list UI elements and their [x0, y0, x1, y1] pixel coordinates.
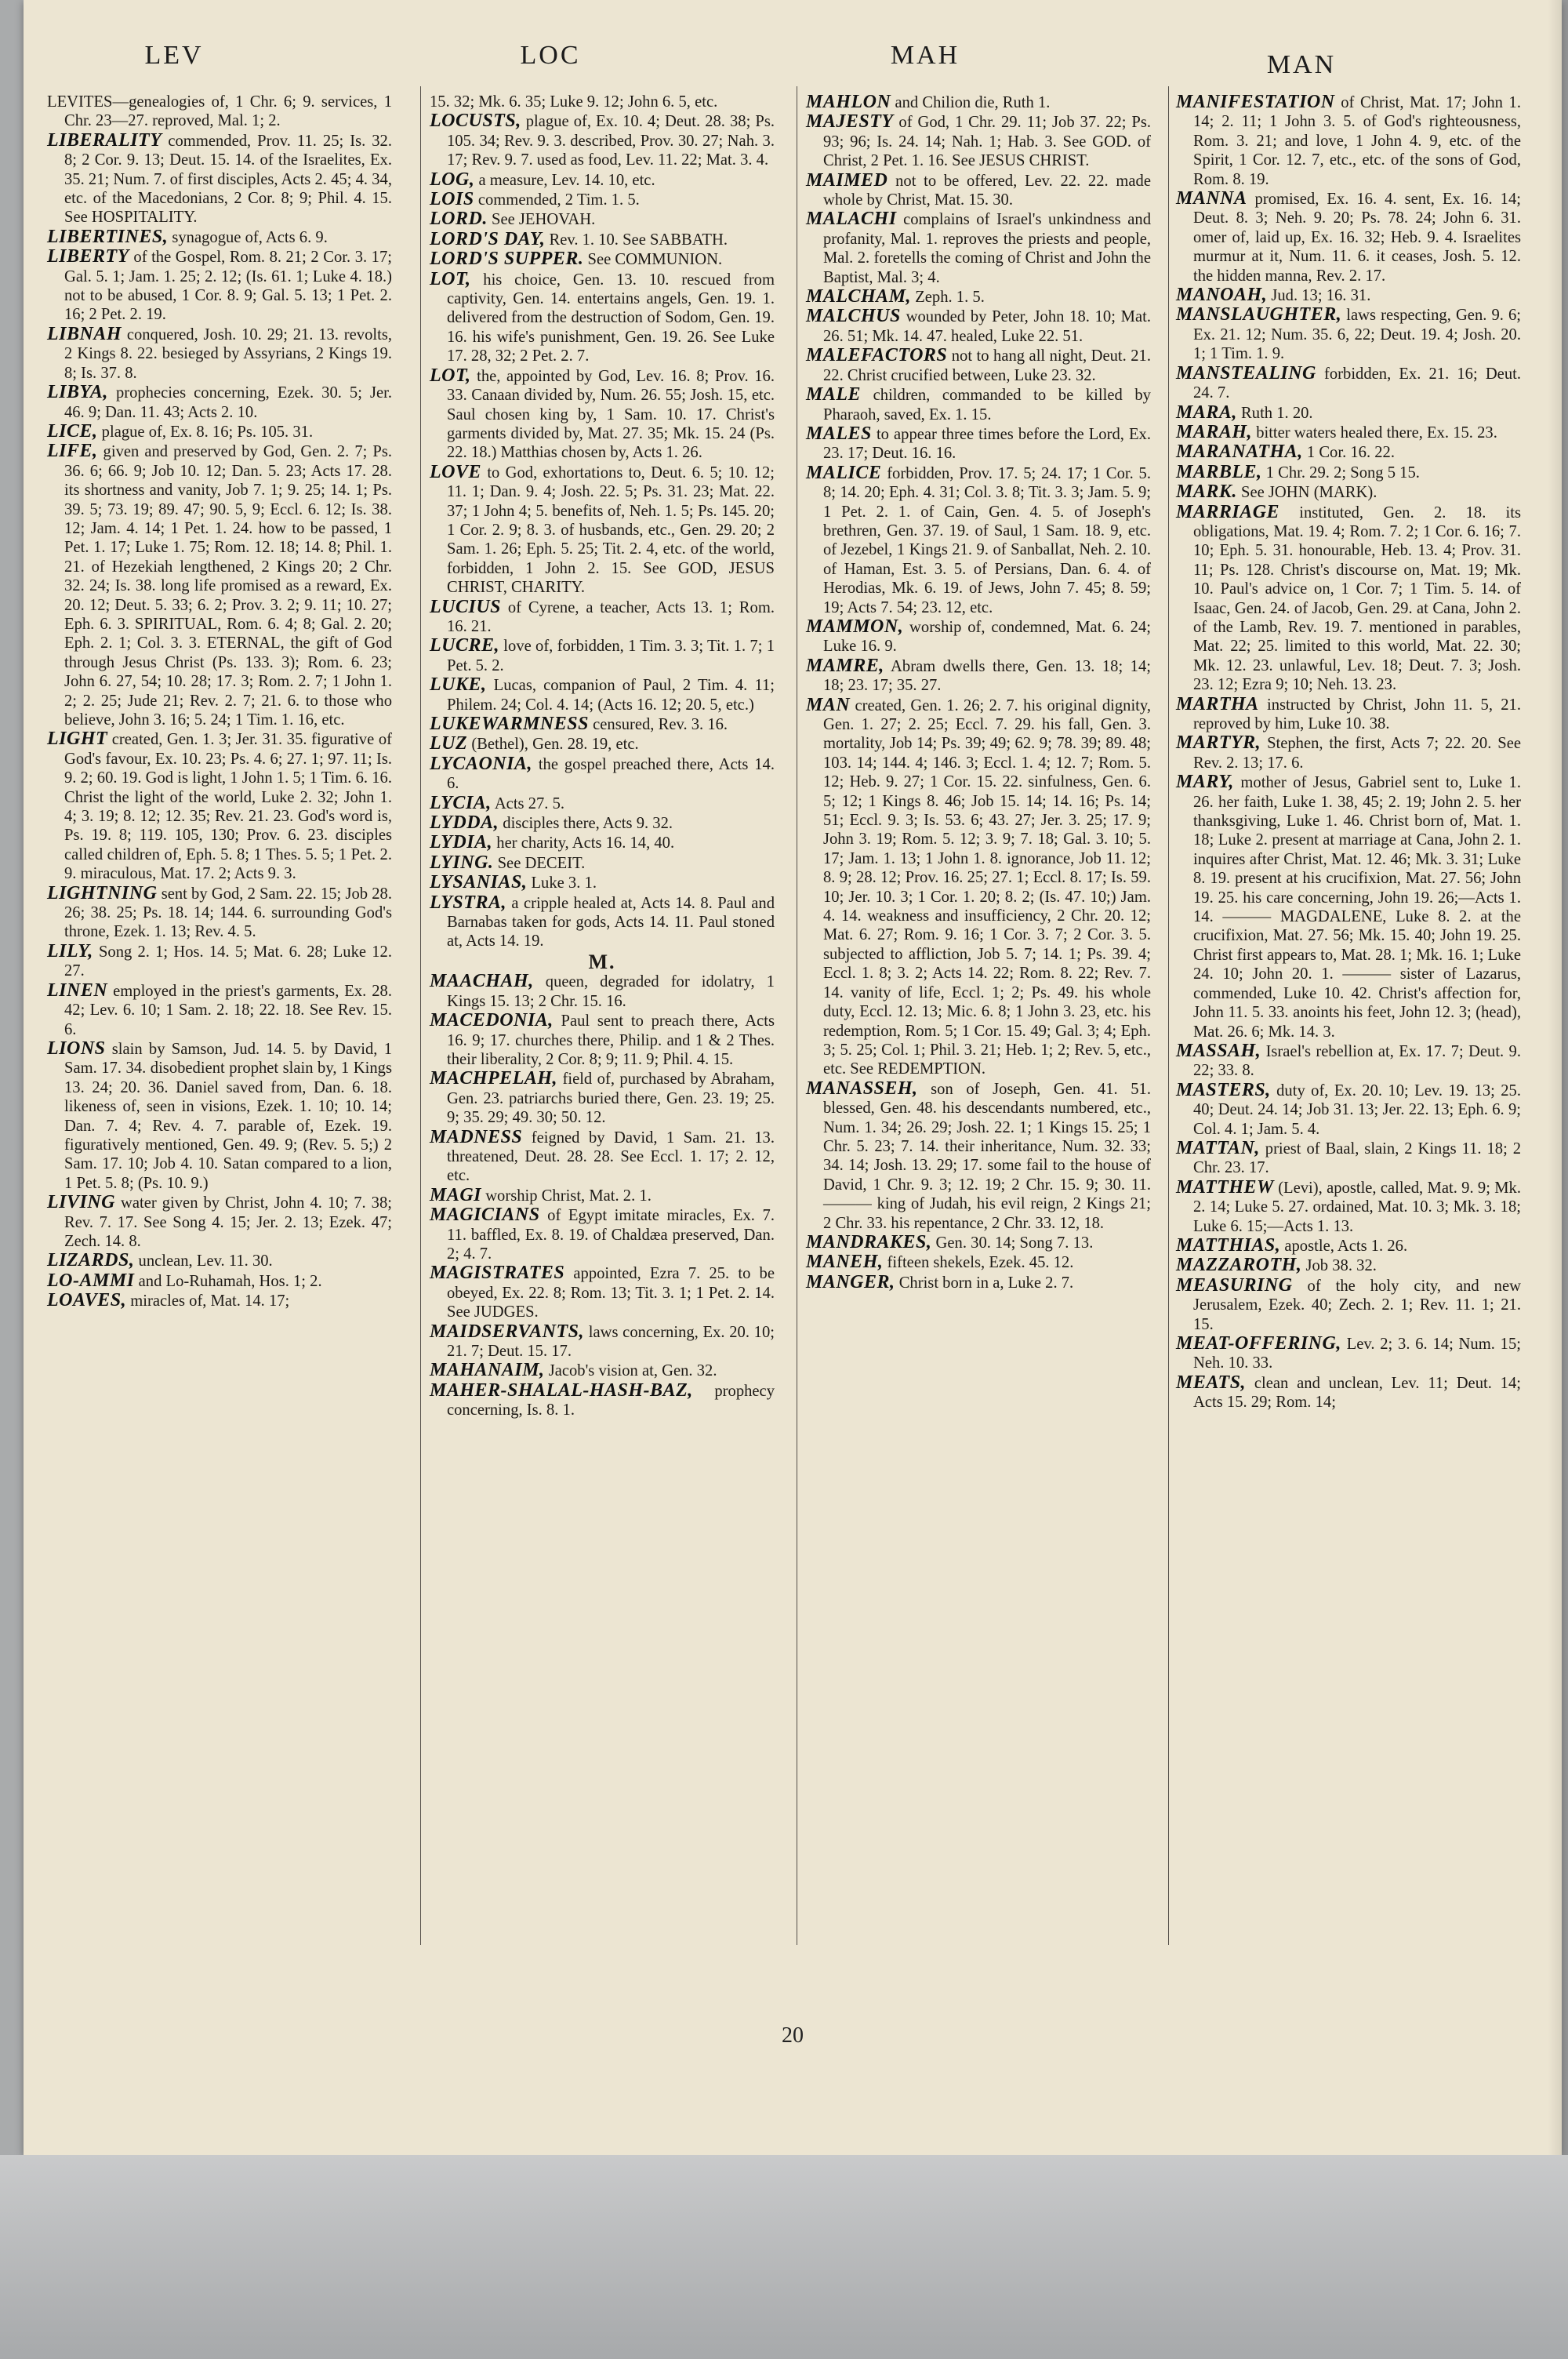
index-entry: [47, 325, 392, 383]
entry-headword: MAJESTY: [806, 111, 894, 133]
entry-references: commended, Prov. 11. 25; Is. 32. 8; 2 Cor. 9. 13; Deut. 15. 14. of the Israelites, Ex. 35. 21; Num. 7. of first disciples, Acts 2. 45; 4. 34, etc. of the Macedonians, 2 Cor. 8; 9; Phil. 4. 15. See HOSPITALITY.: [64, 132, 392, 227]
entry-references: complains of Israel's unkindness and profanity, Mal. 1. reproves the priests and people, Mal. 2. foretells the coming of Christ and John the Baptist, Mal. 3; 4.: [823, 211, 1151, 286]
entry-headword: MARRIAGE: [1176, 501, 1280, 522]
entry-references: Jacob's vision at, Gen. 32.: [548, 1362, 717, 1380]
entry-references: (Bethel), Gen. 28. 19, etc.: [471, 736, 639, 754]
entry-references: plague of, Ex. 10. 4; Deut. 28. 38; Ps. 105. 34; Rev. 9. 3. described, Prov. 30. 27; Nah. 3. 17; Rev. 9. 7. used as food, Lev. 11. 22; Mat. 3. 4.: [447, 113, 775, 169]
entry-headword: LOT,: [430, 365, 471, 386]
index-entry: [47, 442, 392, 729]
entry-references: slain by Samson, Jud. 14. 5. by David, 1 Sam. 17. 34. disobedient prophet slain by, 1 Kings 13. 24; 20. 36. Daniel saved from, Dan. 6. 18. likeness of, seen in visions, Ezek. 1. 10; 10. 14; Dan. 7. 4; Rev. 4. 7. parable of, Ezek. 19. figuratively mentioned, Gen. 49. 9; (Rev. 5. 5;) 2 Sam. 17. 10; Job 4. 10. Satan compared to a lion, 1 Pet. 5. 8; (Ps. 10. 9.): [64, 1040, 392, 1192]
entry-references: fifteen shekels, Ezek. 45. 12.: [887, 1254, 1074, 1272]
index-entry: [806, 287, 1151, 307]
index-entry: [430, 1186, 775, 1205]
index-entry: [1176, 772, 1521, 1041]
entry-headword: MARTYR,: [1176, 732, 1261, 754]
index-entry: [47, 1251, 392, 1270]
index-entry: [47, 1271, 392, 1291]
entry-references: of the Gospel, Rom. 8. 21; 2 Cor. 3. 17; Gal. 5. 1; Jam. 1. 25; 2. 12; (Is. 61. 1; Luke 4. 18.) not to be abused, 1 Cor. 8. 9; Gal. 5. 13; 1 Pet. 2. 16; 2 Pet. 2. 19.: [64, 249, 392, 324]
entry-headword: LIGHT: [47, 729, 108, 750]
index-entry: [806, 696, 1151, 1079]
index-entry: [47, 227, 392, 247]
entry-headword: MANSTEALING: [1176, 362, 1316, 383]
entry-references: Israel's rebellion at, Ex. 17. 7; Deut. 9. 22; 33. 8.: [1193, 1042, 1521, 1080]
index-entry: [47, 131, 392, 227]
entry-references: (Levi), apostle, called, Mat. 9. 9; Mk. 2. 14; Luke 5. 27. ordained, Mat. 10. 3; Mk. 3. 18; Luke 6. 15;—Acts 1. 13.: [1193, 1179, 1522, 1235]
index-entry: [1176, 463, 1521, 482]
entry-references: Paul sent to preach there, Acts 16. 9; 17. churches there, Philip. and 1 & 2 Thes. their liberality, 2 Cor. 8; 9; 11. 9; Phil. 4. 15.: [447, 1012, 775, 1068]
index-entry: [806, 307, 1151, 346]
entry-headword: LOVE: [430, 461, 482, 482]
entry-references: See JEHOVAH.: [492, 211, 596, 229]
entry-headword: MALEFACTORS: [806, 345, 948, 366]
index-entry: [1176, 1041, 1521, 1081]
index-entry: [430, 893, 775, 951]
entry-headword: LIGHTNING: [47, 882, 158, 903]
entry-headword: MARTHA: [1176, 693, 1259, 714]
entry-references: a measure, Lev. 14. 10, etc.: [478, 171, 655, 189]
index-entry: [47, 93, 392, 131]
entry-references: See COMMUNION.: [587, 251, 723, 269]
entry-headword: MANEH,: [806, 1252, 884, 1273]
entry-headword: MAIMED: [806, 169, 888, 191]
entry-headword: MEATS,: [1176, 1372, 1247, 1393]
index-entry: [1176, 1236, 1521, 1256]
entry-headword: MADNESS: [430, 1126, 523, 1147]
entry-references: Gen. 30. 14; Song 7. 13.: [935, 1234, 1094, 1252]
page-edge-shadow: [1548, 0, 1568, 2155]
index-entry: [430, 170, 775, 190]
entry-references: Stephen, the first, Acts 7; 22. 20. See Rev. 2. 13; 17. 6.: [1193, 735, 1521, 772]
entry-references: instructed by Christ, John 11. 5, 21. reproved by him, Luke 10. 38.: [1193, 696, 1521, 732]
index-entry: [1176, 1178, 1521, 1236]
entry-references: his choice, Gen. 13. 10. rescued from captivity, Gen. 14. entertains angels, Gen. 19. 1. delivered from the destruction of Sodom, Gen. 19. 16. his wife's punishment, Gen. 19. 26. See Luke 17. 28, 32; 2 Pet. 2. 7.: [447, 271, 775, 365]
entry-headword: MAGICIANS: [430, 1205, 540, 1226]
entry-headword: LUKEWARMNESS: [430, 714, 589, 734]
index-entry: [430, 93, 775, 111]
entry-headword: MATTAN,: [1176, 1137, 1260, 1158]
index-entry: [47, 247, 392, 325]
index-entry: [806, 1273, 1151, 1292]
index-entry: [430, 1011, 775, 1069]
index-entry: [430, 972, 775, 1011]
entry-headword: LORD.: [430, 209, 488, 230]
entry-headword: MANOAH,: [1176, 285, 1268, 306]
index-entry: [1176, 189, 1521, 285]
entry-headword: LOT,: [430, 268, 471, 289]
entry-references: given and preserved by God, Gen. 2. 7; Ps. 36. 6; 66. 9; Job 10. 12; Dan. 5. 23; Acts 17. 28. its shortness and vanity, Job 7. 1; 9. 25; 14. 1; Ps. 39. 5; 73. 19; 89. 47; 90. 5, 9; Eccl. 6. 12; Is. 38. 12; Jam. 4. 14; 1 Pet. 1. 24. how to be passed, 1 Pet. 1. 17; Luke 1. 75; Rom. 12. 18; 14. 8; Phil. 1. 21. of Hezekiah lengthened, 2 Kings 20; 2 Chr. 32. 24; Is. 38. long life promised as a reward, Ex. 20. 12; Deut. 5. 33; 6. 2; Prov. 3. 2; 9. 11; 10. 27; Eph. 6. 3. SPIRITUAL, Rom. 6. 4; 8; Gal. 2. 20; Eph. 2. 1; Col. 3. 3. ETERNAL, the gift of God through Jesus Christ (Ps. 133. 3); Rom. 6. 23; John 6. 27, 54; 10. 28; 17. 3; Rom. 2. 7; 1 John 1. 2; 2. 25; Jude 21; Rev. 2. 7; 21. 6. to those who believe, John 3. 16; 5. 24; 1 Tim. 1. 16, etc.: [64, 443, 392, 729]
entry-references: duty of, Ex. 20. 10; Lev. 19. 13; 25. 40; Deut. 24. 14; Job 31. 13; Jer. 22. 13; Eph. 6. 9; Col. 4. 1; Jam. 5. 4.: [1193, 1081, 1521, 1138]
entry-references: children, commanded to be killed by Pharaoh, saved, Ex. 1. 15.: [823, 387, 1151, 423]
index-entry: [430, 1069, 775, 1127]
entry-headword: MAZZAROTH,: [1176, 1255, 1302, 1276]
entry-references: Lev. 2; 3. 6. 14; Num. 15; Neh. 10. 33.: [1193, 1336, 1521, 1372]
entry-references: forbidden, Ex. 21. 16; Deut. 24. 7.: [1193, 365, 1521, 402]
entry-references: Acts 27. 5.: [494, 794, 565, 812]
entry-headword: MALES: [806, 423, 872, 444]
entry-headword: MARAH,: [1176, 421, 1253, 442]
entry-headword: MAGISTRATES: [430, 1263, 565, 1284]
entry-headword: LO-AMMI: [47, 1270, 135, 1291]
entry-headword: MANNA: [1176, 188, 1247, 209]
entry-references: her charity, Acts 16. 14, 40.: [496, 834, 675, 852]
entry-references: Rev. 1. 10. See SABBATH.: [549, 231, 728, 249]
entry-references: forbidden, Prov. 17. 5; 24. 17; 1 Cor. 5. 8; 14. 20; Eph. 4. 31; Col. 3. 8; Tit. 3. 3; Jam. 5. 9; 1 Pet. 2. 1. of Cain, Gen. 4. 5. of Joseph's brethren, Gen. 37. 19. of Saul, 1 Sam. 18. 9, etc. of Jezebel, 1 Kings 21. 9. of Sanballat, Neh. 2. 10. of Haman, Est. 3. 5. of Persians, Dan. 6. 4. of Herodias, Mk. 6. 19. of Jews, John 7. 45; 8. 59; 19; Acts 7. 54; 23. 12, etc.: [823, 464, 1152, 616]
entry-headword: MAHLON: [806, 92, 891, 112]
entry-references: conquered, Josh. 10. 29; 21. 13. revolts, 2 Kings 8. 22. besieged by Assyrians, 2 Kings 19. 8; Is. 37. 8.: [64, 325, 392, 382]
entry-references: laws respecting, Gen. 9. 6; Ex. 21. 12; Num. 35. 6, 22; Deut. 19. 4; Josh. 20. 1; 1 Tim. 1. 9.: [1193, 307, 1521, 363]
entry-headword: MAMRE,: [806, 655, 884, 676]
entry-headword: LORD'S SUPPER.: [430, 249, 584, 270]
entry-headword: MAGI: [430, 1184, 482, 1205]
entry-references: instituted, Gen. 2. 18. its obligations, Mat. 19. 4; Rom. 7. 2; 1 Cor. 6. 16; 7. 10; Eph. 5. 31. honourable, Heb. 13. 4; Prov. 31. 11; Ps. 128. Christ's discourse on, Mat. 19; Mk. 10. Paul's advice on, 1 Cor. 7; 1 Tim. 5. 14. of Isaac, Gen. 24. of Jacob, Gen. 29. at Cana, John 2. of the Lamb, Rev. 19. 7. mentioned in parables, Mat. 22; 25. limited to this world, Mat. 22. 30; Mk. 12. 23. unlawful, Lev. 18; Deut. 7. 3; Josh. 23. 12; Ezra 9; 10; Neh. 13. 23.: [1193, 503, 1522, 694]
entry-headword: LIBYA,: [47, 382, 108, 403]
column-3: [806, 93, 1151, 1292]
entry-headword: MATTHEW: [1176, 1176, 1274, 1198]
index-entry: [47, 1291, 392, 1310]
entry-references: of Cyrene, a teacher, Acts 13. 1; Rom. 16. 21.: [447, 598, 775, 635]
entry-references: prophecies concerning, Ezek. 30. 5; Jer. 46. 9; Dan. 11. 43; Acts 2. 10.: [64, 384, 392, 421]
entry-references: mother of Jesus, Gabriel sent to, Luke 1. 26. her faith, Luke 1. 38, 45; 2. 19; John 2. 5. her thanksgiving, Luke 1. 46. Christ born of, Mat. 1. 18; Luke 2. present at marriage at Cana, John 2. 1. inquires after Christ, Mat. 12. 46; Mk. 3. 31; Luke 8. 19. present at his crucifixion, Mat. 27. 56; John 19. 25. his care concerning, John 19. 26;—Acts 1. 14. ——— MAGDALENE, Luke 8. 2. at the crucifixion, Mat. 27. 56; Mk. 15. 40; John 19. 25. Christ first appears to, Mat. 28. 1; Mk. 16. 1; Luke 24. 10; John 20. 1. ——— sister of Lazarus, commended, Luke 10. 42. Christ's affection for, John 11. 5. 33. anoints his feet, John 12. 3; (head), Mat. 26. 6; Mk. 14. 3.: [1193, 774, 1521, 1041]
entry-references: Zeph. 1. 5.: [915, 289, 985, 307]
index-entry: [806, 112, 1151, 170]
entry-headword: MAACHAH,: [430, 971, 534, 992]
entry-headword: LYDIA,: [430, 832, 493, 853]
entry-references: Ruth 1. 20.: [1241, 404, 1313, 422]
entry-references: 15. 32; Mk. 6. 35; Luke 9. 12; John 6. 5, etc.: [430, 93, 718, 111]
index-entry: [430, 675, 775, 714]
entry-references: employed in the priest's garments, Ex. 28. 42; Lev. 6. 10; 1 Sam. 2. 18; 22. 18. See Rev. 15. 6.: [64, 982, 392, 1038]
entry-headword: LYING.: [430, 852, 494, 873]
entry-references: censured, Rev. 3. 16.: [593, 716, 728, 733]
entry-headword: LUZ: [430, 733, 468, 754]
index-entry: [806, 209, 1151, 287]
index-entry: [430, 190, 775, 209]
index-entry: [430, 813, 775, 833]
index-entry: [806, 93, 1151, 112]
index-entry: [430, 714, 775, 734]
entry-headword: MALE: [806, 384, 862, 405]
entry-references: love of, forbidden, 1 Tim. 3. 3; Tit. 1. 7; 1 Pet. 5. 2.: [447, 638, 775, 674]
index-entry: [806, 171, 1151, 210]
entry-references: 1 Chr. 29. 2; Song 5 15.: [1265, 463, 1420, 482]
entry-headword: MARBLE,: [1176, 461, 1262, 482]
entry-headword: LIZARDS,: [47, 1250, 135, 1271]
entry-headword: LYCAONIA,: [430, 753, 532, 774]
index-entry: [1176, 1276, 1521, 1334]
entry-headword: MANGER,: [806, 1271, 895, 1292]
entry-headword: MEASURING: [1176, 1274, 1293, 1296]
entry-headword: LORD'S DAY,: [430, 228, 546, 249]
index-entry: [47, 981, 392, 1039]
index-entry: [806, 1079, 1151, 1233]
index-entry: [430, 853, 775, 873]
index-entry: [806, 385, 1151, 424]
entry-headword: MAHANAIM,: [430, 1360, 545, 1381]
entry-headword: MARK.: [1176, 482, 1237, 503]
running-head-1: LEV: [144, 41, 204, 70]
entry-headword: MASSAH,: [1176, 1040, 1261, 1061]
index-entry: [1176, 93, 1521, 189]
entry-references: promised, Ex. 16. 4. sent, Ex. 16. 14; Deut. 8. 3; Neh. 9. 20; Ps. 78. 24; John 6. 31. omer of, laid up, Ex. 16. 32; Heb. 9. 4. Israelites murmur at it, Num. 11. 6. it ceases, Josh. 5. 12. the hidden manna, Rev. 2. 17.: [1193, 191, 1521, 285]
entry-references: of Egypt imitate miracles, Ex. 7. 11. baffled, Ex. 8. 19. of Chaldæa preserved, Dan. 2; 4. 7.: [447, 1207, 775, 1263]
entry-references: queen, degraded for idolatry, 1 Kings 15. 13; 2 Chr. 15. 16.: [447, 973, 775, 1010]
entry-references: priest of Baal, slain, 2 Kings 11. 18; 2 Chr. 23. 17.: [1193, 1140, 1521, 1177]
entry-headword: LOAVES,: [47, 1290, 127, 1311]
entry-headword: LIFE,: [47, 441, 98, 462]
entry-references: of Christ, Mat. 17; John 1. 14; 2. 11; 1 John 3. 5. of God's righteousness, Rom. 3. 21; and love, 1 John 4. 9, etc. of the Spirit, 1 Cor. 12. 7, etc., etc. of the sons of God, Rom. 8. 19.: [1193, 94, 1521, 188]
entry-headword: MALCHAM,: [806, 286, 912, 307]
entry-headword: LIBNAH: [47, 323, 122, 344]
entry-references: Job 38. 32.: [1305, 1257, 1377, 1275]
index-entry: [1176, 1081, 1521, 1139]
index-entry: [430, 1205, 775, 1263]
index-entry: [806, 1233, 1151, 1252]
entry-headword: MANIFESTATION: [1176, 92, 1335, 112]
index-entry: [806, 463, 1151, 617]
index-entry: [47, 1193, 392, 1251]
index-entry: [47, 1039, 392, 1193]
running-head-4: MAN: [1266, 50, 1337, 79]
entry-headword: LUKE,: [430, 674, 487, 696]
entry-references: and Chilion die, Ruth 1.: [895, 94, 1051, 111]
entry-headword: LIVING: [47, 1192, 116, 1213]
entry-references: to appear three times before the Lord, Ex. 23. 17; Deut. 16. 16.: [823, 425, 1151, 463]
index-entry: [430, 794, 775, 813]
index-entry: [806, 1252, 1151, 1272]
entry-references: wounded by Peter, John 18. 10; Mat. 26. 51; Mk. 14. 47. healed, Luke 22. 51.: [823, 308, 1151, 345]
index-entry: [430, 366, 775, 463]
entry-references: disciples there, Acts 9. 32.: [503, 815, 673, 833]
entry-references: of God, 1 Chr. 29. 11; Job 37. 22; Ps. 93; 96; Is. 24. 14; Nah. 1; Hab. 3. See GOD. of Christ, 2 Pet. 1. 16. See JESUS CHRIST.: [823, 114, 1151, 170]
entry-references: bitter waters healed there, Ex. 15. 23.: [1256, 423, 1497, 442]
index-entry: [1176, 423, 1521, 442]
entry-references: apostle, Acts 1. 26.: [1284, 1237, 1408, 1255]
entry-references: and Lo-Ruhamah, Hos. 1; 2.: [138, 1272, 322, 1290]
index-entry: [1176, 285, 1521, 305]
index-entry: [806, 346, 1151, 385]
entry-references: not to be offered, Lev. 22. 22. made whole by Christ, Mat. 15. 30.: [823, 172, 1151, 209]
column-divider: [1168, 86, 1169, 1945]
index-entry: [430, 270, 775, 366]
running-heads: [24, 41, 1562, 80]
index-entry: [430, 1361, 775, 1380]
entry-headword: MAMMON,: [806, 616, 904, 637]
entry-references: Jud. 13; 16. 31.: [1271, 287, 1371, 305]
running-head-3: MAH: [890, 41, 960, 70]
entry-headword: MAN: [806, 694, 851, 715]
entry-headword: LILY,: [47, 940, 93, 961]
entry-headword: MALCHUS: [806, 306, 901, 327]
index-entry: [1176, 733, 1521, 772]
running-head-2: LOC: [520, 41, 581, 70]
entry-headword: LUCRE,: [430, 635, 500, 656]
entry-references: the gospel preached there, Acts 14. 6.: [447, 755, 775, 793]
index-entry: [1176, 1139, 1521, 1178]
entry-headword: MANASSEH,: [806, 1078, 918, 1099]
entry-headword: MANSLAUGHTER,: [1176, 304, 1342, 325]
entry-headword: LIBERTY: [47, 246, 129, 267]
index-entry: [47, 884, 392, 942]
index-entry: [1176, 1334, 1521, 1373]
entry-references: to God, exhortations to, Deut. 6. 5; 10. 12; 11. 1; Dan. 9. 4; Josh. 22. 5; Ps. 31. 23; Mat. 22. 37; 1 John 4; 5. benefits of, Neh. 1. 5; Ps. 145. 20; 1 Cor. 2. 9; 8. 3. of husbands, etc., Gen. 29. 20; 2 Sam. 1. 26; Eph. 5. 25; Tit. 2. 4, etc. of the world, forbidden, 1 John 2. 15. See GOD, JESUS CHRIST, CHARITY.: [447, 463, 775, 597]
entry-headword: MALACHI: [806, 209, 897, 230]
entry-references: prophecy concerning, Is. 8. 1.: [447, 1382, 775, 1419]
index-entry: [430, 111, 775, 169]
entry-headword: MARY,: [1176, 772, 1234, 793]
index-entry: [806, 424, 1151, 463]
column-4: [1176, 93, 1521, 1412]
column-2: [430, 93, 775, 1420]
index-entry: [430, 1263, 775, 1321]
index-entry: [47, 383, 392, 422]
index-entry: [1176, 305, 1521, 363]
index-entry: [1176, 442, 1521, 462]
entry-references: worship of, condemned, Mat. 6. 24; Luke 16. 9.: [823, 618, 1151, 656]
index-entry: [1176, 1256, 1521, 1275]
entry-references: water given by Christ, John 4. 10; 7. 38; Rev. 7. 17. See Song 4. 15; Jer. 2. 13; Ezek. 47; Zech. 14. 8.: [64, 1194, 392, 1250]
entry-references: plague of, Ex. 8. 16; Ps. 105. 31.: [101, 423, 314, 441]
column-divider: [420, 86, 421, 1945]
entry-references: sent by God, 2 Sam. 22. 15; Job 28. 26; 38. 25; Ps. 18. 14; 144. 6. surrounding God's throne, Ezek. 1. 13; Rev. 4. 5.: [64, 885, 392, 941]
entry-references: Lucas, companion of Paul, 2 Tim. 4. 11; Philem. 24; Col. 4. 14; (Acts 16. 12; 20. 5, etc.): [447, 677, 775, 714]
index-entry: [806, 656, 1151, 696]
entry-headword: LYDDA,: [430, 812, 499, 834]
entry-headword: LINEN: [47, 980, 108, 1001]
entry-references: commended, 2 Tim. 1. 5.: [477, 191, 640, 209]
entry-references: the, appointed by God, Lev. 16. 8; Prov. 16. 33. Canaan divided by, Num. 26. 55; Josh. 15, etc. Saul chosen king by, 1 Sam. 10. 17. Christ's garments divided by, Mat. 27. 35; Mk. 15. 24 (Ps. 22. 18.) Matthias chosen by, Acts 1. 26.: [447, 367, 775, 462]
entry-references: 1 Cor. 16. 22.: [1306, 444, 1396, 462]
entry-headword: MEAT-OFFERING,: [1176, 1333, 1341, 1354]
entry-headword: MACEDONIA,: [430, 1010, 554, 1031]
entry-headword: MANDRAKES,: [806, 1231, 932, 1252]
index-entry: [430, 734, 775, 754]
entry-references: created, Gen. 1. 26; 2. 7. his original dignity, Gen. 1. 27; 2. 25; Eccl. 7. 29. his fall, Gen. 3. mortality, Job 14; Ps. 39; 49; 62. 9; 78. 39; 89. 48; 103. 14; 144. 4; 146. 3; Eccl. 1. 4; 12. 7; Rom. 5. 12; Heb. 9. 27; 1 Cor. 15. 22. sinfulness, Gen. 6. 5; 12; 1 Kings 8. 46; Job 15. 14; 14. 16; Ps. 14; 51; Eccl. 9. 3; Is. 53. 6; 43. 27; Jer. 3. 25; 17. 9; John 3. 19; Rom. 5. 12; 3. 9; 7. 18; Gal. 3. 10; 5. 17; Jam. 1. 13; 1 John 1. 8. ignorance, Job 11. 12; 8. 9; 28. 12; Prov. 16. 25; 27. 1; Eccl. 8. 17; Is. 59. 10; Jer. 10. 3; 1 Cor. 1. 20; 8. 2; (Is. 47. 10;) Jam. 4. 14. weakness and insufficiency, 2 Chr. 20. 12; Mat. 6. 27; Rom. 9. 16; 1 Cor. 3. 7; 2 Cor. 3. 5. subjected to affliction, Job 5. 7; 14. 1; Ps. 39. 4; Eccl. 1. 8; 3. 2; Acts 14. 22; Rom. 8. 22; Rev. 7. 14. vanity of life, Eccl. 1; 2; Ps. 49. his whole duty, Eccl. 12. 13; Mic. 6. 8; 1 John 3. 23, etc. his redemption, Rom. 5; 1 Cor. 15. 49; Gal. 3; 4; Eph. 3; 5. 25; Col. 1; Phil. 3. 21; Heb. 1; 2; Rev. 5, etc., etc. See REDEMPTION.: [823, 696, 1151, 1078]
entry-headword: MASTERS,: [1176, 1079, 1271, 1100]
entry-references: of the holy city, and new Jerusalem, Ezek. 40; Zech. 2. 1; Rev. 11. 1; 21. 15.: [1193, 1277, 1521, 1333]
index-entry: [430, 873, 775, 892]
index-entry: [430, 249, 775, 269]
entry-headword: MATTHIAS,: [1176, 1234, 1281, 1256]
entry-references: a cripple healed at, Acts 14. 8. Paul and Barnabas taken for gods, Acts 14. 11. Paul stoned at, Acts 14. 19.: [447, 894, 775, 951]
entry-references: worship Christ, Mat. 2. 1.: [485, 1187, 652, 1205]
entry-references: created, Gen. 1. 3; Jer. 31. 35. figurative of God's favour, Ex. 10. 23; Ps. 4. 6; 27. 1; 97. 11; Is. 9. 2; 60. 19. God is light, 1 John 1. 5; 1 Tim. 6. 16. Christ the light of the world, Luke 2. 32; John 1. 4; 3. 19; 8. 12; 12. 35; Rev. 21. 23. God's word is, Ps. 19. 8; 119. 105, 130; Prov. 6. 23. disciples called children of, Eph. 5. 8; 1 Thes. 5. 5; 1 Pet. 2. 9. miraculous, Mat. 17. 2; Acts 9. 3.: [64, 731, 392, 883]
index-entry: [1176, 1373, 1521, 1412]
entry-headword: LYSTRA,: [430, 892, 506, 913]
index-entry: [47, 422, 392, 442]
entry-references: Song 2. 1; Hos. 14. 5; Mat. 6. 28; Luke 12. 27.: [64, 943, 392, 980]
entry-headword: LOCUSTS,: [430, 111, 521, 132]
entry-headword: LICE,: [47, 420, 98, 442]
entry-headword: LIBERALITY: [47, 129, 162, 151]
entry-headword: LOIS: [430, 189, 474, 210]
entry-headword: MARA,: [1176, 402, 1237, 423]
index-entry: [1176, 482, 1521, 502]
entry-headword: LOG,: [430, 169, 475, 190]
background-surface: [0, 2155, 1568, 2359]
entry-headword: LYSANIAS,: [430, 872, 528, 893]
index-entry: [430, 1322, 775, 1361]
entry-headword: LIONS: [47, 1038, 106, 1059]
entry-references: field of, purchased by Abraham, Gen. 23. patriarchs buried there, Gen. 23. 19; 25. 9; 35. 29; 49. 30; 50. 12.: [447, 1070, 775, 1127]
index-entry: [430, 636, 775, 675]
entry-references: Abram dwells there, Gen. 13. 18; 14; 18; 23. 17; 35. 27.: [823, 657, 1151, 695]
entry-references: Luke 3. 1.: [531, 874, 597, 892]
index-entry: [430, 230, 775, 249]
entry-headword: MACHPELAH,: [430, 1068, 558, 1089]
entry-headword: MAHER-SHALAL-HASH-BAZ,: [430, 1379, 693, 1401]
index-entry: [430, 463, 775, 598]
entry-references: not to hang all night, Deut. 21. 22. Christ crucified between, Luke 23. 32.: [823, 347, 1151, 384]
index-entry: [1176, 364, 1521, 403]
index-entry: [430, 754, 775, 794]
index-entry: [806, 617, 1151, 656]
section-letter: M.: [588, 950, 616, 973]
entry-references: unclean, Lev. 11. 30.: [138, 1252, 273, 1270]
index-entry: [430, 1381, 775, 1420]
index-entry: [47, 729, 392, 883]
entry-headword: LYCIA,: [430, 792, 492, 813]
entry-headword: LIBERTINES,: [47, 226, 169, 247]
entry-headword: MALICE: [806, 462, 882, 483]
entry-references: son of Joseph, Gen. 41. 51. blessed, Gen. 48. his descendants numbered, etc., Num. 1. 34; 26. 29; Josh. 22. 1; 1 Kings 15. 25; 1 Chr. 5. 23; 7. 14. their inheritance, Num. 32. 33; 34. 14; Josh. 13. 29; 17. some fail to the house of David, 1 Chr. 9. 3; 12. 19; 2 Chr. 15. 9; 30. 11. ——— king of Judah, his evil reign, 2 Kings 21; 2 Chr. 33. his repentance, 2 Chr. 33. 12, 18.: [823, 1080, 1151, 1232]
entry-references: appointed, Ezra 7. 25. to be obeyed, Ex. 22. 8; Rom. 13; Tit. 3. 1; 1 Pet. 2. 14. See JUDGES.: [447, 1265, 775, 1321]
index-entry: [430, 833, 775, 852]
index-entry: [430, 598, 775, 637]
entry-references: laws concerning, Ex. 20. 10; 21. 7; Deut. 15. 17.: [447, 1323, 775, 1360]
entry-headword: LUCIUS: [430, 596, 502, 617]
index-entry: [47, 942, 392, 981]
index-entry: [430, 1128, 775, 1186]
entry-headword: MAIDSERVANTS,: [430, 1321, 585, 1342]
index-entry: [1176, 695, 1521, 734]
entry-references: feigned by David, 1 Sam. 21. 13. threatened, Deut. 28. 28. See Eccl. 1. 17; 2. 12, etc.: [447, 1129, 775, 1185]
entry-references: See JOHN (MARK).: [1241, 484, 1377, 502]
page-number: 20: [782, 2023, 804, 2048]
index-entry: [1176, 403, 1521, 423]
column-1: [47, 93, 392, 1311]
entry-references: LEVITES—genealogies of, 1 Chr. 6; 9. services, 1 Chr. 23—27. reproved, Mal. 1; 2.: [47, 93, 392, 130]
index-entry: [430, 209, 775, 229]
entry-references: clean and unclean, Lev. 11; Deut. 14; Acts 15. 29; Rom. 14;: [1193, 1374, 1521, 1412]
entry-references: miracles of, Mat. 14. 17;: [130, 1292, 290, 1310]
entry-headword: MARANATHA,: [1176, 442, 1303, 463]
entry-references: Christ born in a, Luke 2. 7.: [898, 1274, 1074, 1292]
entry-references: synagogue of, Acts 6. 9.: [172, 228, 328, 246]
entry-references: See DECEIT.: [497, 854, 586, 872]
index-entry: [1176, 503, 1521, 695]
